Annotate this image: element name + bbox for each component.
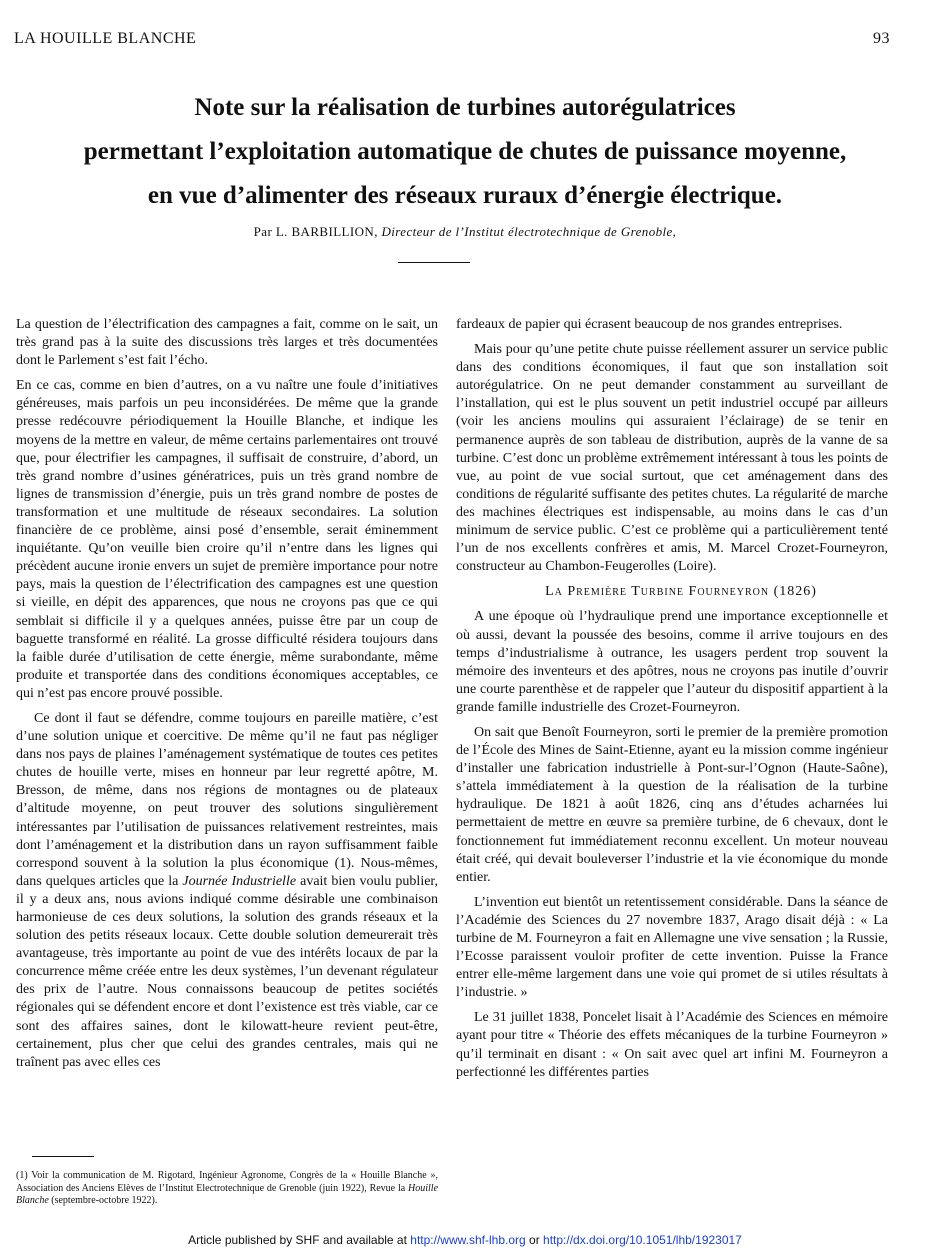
right-paragraph-4: On sait que Benoît Fourneyron, sorti le premier de la première promotion de l’École des Mines de Saint-Etienne, ayant eu la mission comme ingénieur d’installer une fabrication industrielle à Pont-sur-l’Ognon (Haute-Saône), s’attela immédiatement à la question de la réalisation de la turbine hydraulique. De 1821 à août 1826, cinq ans d’études acharnées lui permettaient de mettre en œuvre sa première turbine, de 6 chevaux, dont le fonctionnement fut immédiatement reconnu excellent. Un moteur nouveau était créé, qui devait bouleverser l’industrie et la vie économique du monde entier. bbox=[456, 724, 888, 885]
byline-role: Directeur de l’Institut électrotechnique de Grenoble, bbox=[381, 224, 677, 239]
title-line-3: en vue d’alimenter des réseaux ruraux d’énergie électrique. bbox=[147, 182, 783, 209]
publication-name: Journée Industrielle bbox=[182, 873, 297, 889]
left-column bbox=[16, 316, 438, 1079]
journal-name: LA HOUILLE BLANCHE bbox=[14, 30, 197, 47]
footnote-journal: Houille Blanche bbox=[16, 1182, 439, 1206]
paragraph-text: Ce dont il faut se défendre, comme toujours en pareille matière, c’est d’une solution unique et coercitive. De même qu’il ne faut pas négliger dans nos pays de plaines l’aménagement systématique de toutes ces petites chutes de houille verte, mises en honneur par leur regretté apôtre, M. Bresson, de même, dans nos régions de montagnes ou de plateaux d’altitude moyenne, on peut trouver des solutions singulièrement intéressantes par l’utilisation de puissances relativement restreintes, mais dont l’aménagement et la distribution dans un rayon suffisamment faible correspond souvent à la solution la plus économique (1). Nous-mêmes, dans quelques articles que la bbox=[16, 710, 438, 889]
right-paragraph-5: L’invention eut bientôt un retentissement considérable. Dans la séance de l’Académie des Sciences du 27 novembre 1837, Arago disait déjà : « La turbine de M. Fourneyron a fait en Allemagne une vive sensation ; la Russie, l’Ecosse paraissent vouloir profiter de cette invention. Puisse la France entrer elle-même largement dans une voie qui promet de si utiles résultats à l’industrie. » bbox=[456, 894, 888, 1001]
right-paragraph-6: Le 31 juillet 1838, Poncelet lisait à l’Académie des Sciences en mémoire ayant pour titre « Théorie des effets mécaniques de la turbine Fourneyron » qu’il terminait en disant : « On sait avec quel art infini M. Fourneyron a perfectionné les différentes parties bbox=[456, 1010, 888, 1080]
byline-author: Par L. BARBILLION, bbox=[253, 224, 378, 239]
footer-text: Article published by SHF and available at bbox=[188, 1233, 407, 1247]
title-divider bbox=[398, 262, 470, 263]
footnote bbox=[16, 1170, 438, 1208]
title-line-2: permettant l’exploitation automatique de chutes de puissance moyenne, bbox=[83, 138, 847, 165]
left-paragraph-3 bbox=[16, 710, 438, 1072]
right-paragraph-1: fardeaux de papier qui écrasent beaucoup de nos grandes entreprises. bbox=[456, 317, 843, 332]
footnote-divider bbox=[32, 1156, 94, 1157]
left-paragraph-1: La question de l’électrification des campagnes a fait, comme on le sait, un très grand pas à la suite des discussions très larges et très documentées dont le Parlement s’est fait l’écho. bbox=[16, 317, 438, 369]
left-paragraph-2: En ce cas, comme en bien d’autres, on a vu naître une foule d’initiatives généreuses, mais parfois un peu inconsidérées. De même que la grande presse redécouvre périodiquement la Houille Blanche, et indique les moyens de la mettre en valeur, de même certains parlementaires ont trouvé que, pour électrifier les campagnes, il suffisait de construire, d’abord, un très grand nombre d’usines génératrices, puis un très grand nombre de lignes de transmission d’énergie, puis un très grand nombre de postes de transformation et une multitude de réseaux secondaires. La solution financière de ce problème, ainsi posé d’ensemble, serait éminemment inquiétante. Qu’on veuille bien croire qu’il n’entre dans les lignes qui précèdent aucune ironie envers un sujet de première importance pour notre pays, mais la question de l’électrification des campagnes est une question si vieille, en dépit des apparences, que nous ne croyons pas que ce qui semblait si difficile il y a quelques années, puisse être par un coup de baguette transformé en réalité. La grosse difficulté résidera toujours dans la faible durée d’utilisation de cette énergie, même surabondante, même produite et transportée dans des conditions économiques acceptables, ce qui n’est pas encore prouvé possible. bbox=[16, 378, 438, 701]
section-heading: La Première Turbine Fourneyron (1826) bbox=[545, 584, 817, 600]
page-number: 93 bbox=[873, 30, 890, 47]
footnote-text: (1) Voir la communication de M. Rigotard, Ingénieur Agronome, Congrès de la « Houille Blanche », Association des Anciens Elèves de l’Institut Electrotechnique de Grenoble (juin 1922), Revue la bbox=[16, 1170, 438, 1194]
footer-text: or bbox=[529, 1233, 540, 1247]
right-paragraph-2: Mais pour qu’une petite chute puisse réellement assurer un service public dans des conditions économiques, il faut que son installation soit autorégulatrice. On ne peut demander constamment au surveillant de l’installation, qui est le plus souvent un petit industriel occupé par ailleurs (voir les anciens moulins qui assuraient l’éclairage) de se tenir en permanence auprès de son tableau de distribution, auprès de la vanne de sa turbine. C’est donc un problème extrêmement intéressant à tous les points de vue, au point de vue social surtout, que cet aménagement dans des conditions de régularité suffisante des petites chutes. La régularité de marche des machines électriques est indispensable, au moins dans le cas d’un minimum de service public. C’est ce problème qui a particulièrement tenté l’un de nos excellents confrères et amis, M. Marcel Crozet-Fourneyron, constructeur au Chambon-Feugerolles (Loire). bbox=[456, 342, 888, 575]
right-paragraph-3: A une époque où l’hydraulique prend une importance exceptionnelle et où aussi, devant la poussée des besoins, comme il arrive toujours en des temps d’industrialisme à outrance, les usagers perdent trop souvent la mémoire des inventeurs et des apôtres, nous ne croyons pas inutile d’ouvrir une courte parenthèse et de rappeler que l’auteur du dispositif appartient à la grande famille industrielle des Crozet-Fourneyron. bbox=[456, 609, 888, 715]
paragraph-text: avait bien voulu publier, il y a deux ans, nous avions indiqué comme désirable une combinaison harmonieuse de ces deux solutions, la solution des grands réseaux et la solution des petits réseaux locaux. Cette double solution demeurerait très avantageuse, très importante au point de vue des intérêts locaux de par la concurrence même créée entre les deux systèmes, l’un devenant régulateur des prix de l’autre. Nous connaissons beaucoup de petites sociétés régionales qui se défendent encore et dont l’existence est très viable, car ce sont des affaires saines, dont le kilowatt-heure revient peut-être, certainement, plus cher que celui des grandes centrales, mais qui ne traînent pas avec elles ces bbox=[16, 873, 439, 1070]
byline bbox=[0, 224, 930, 240]
title-line-1: Note sur la réalisation de turbines autorégulatrices bbox=[194, 94, 736, 121]
shf-link[interactable]: http://www.shf-lhb.org bbox=[410, 1233, 526, 1247]
doi-link[interactable]: http://dx.doi.org/10.1051/lhb/1923017 bbox=[543, 1233, 742, 1247]
article-title bbox=[10, 86, 920, 218]
publisher-footer bbox=[0, 1233, 930, 1247]
footnote-text: (septembre-octobre 1922). bbox=[51, 1195, 158, 1206]
right-column bbox=[456, 316, 888, 1089]
